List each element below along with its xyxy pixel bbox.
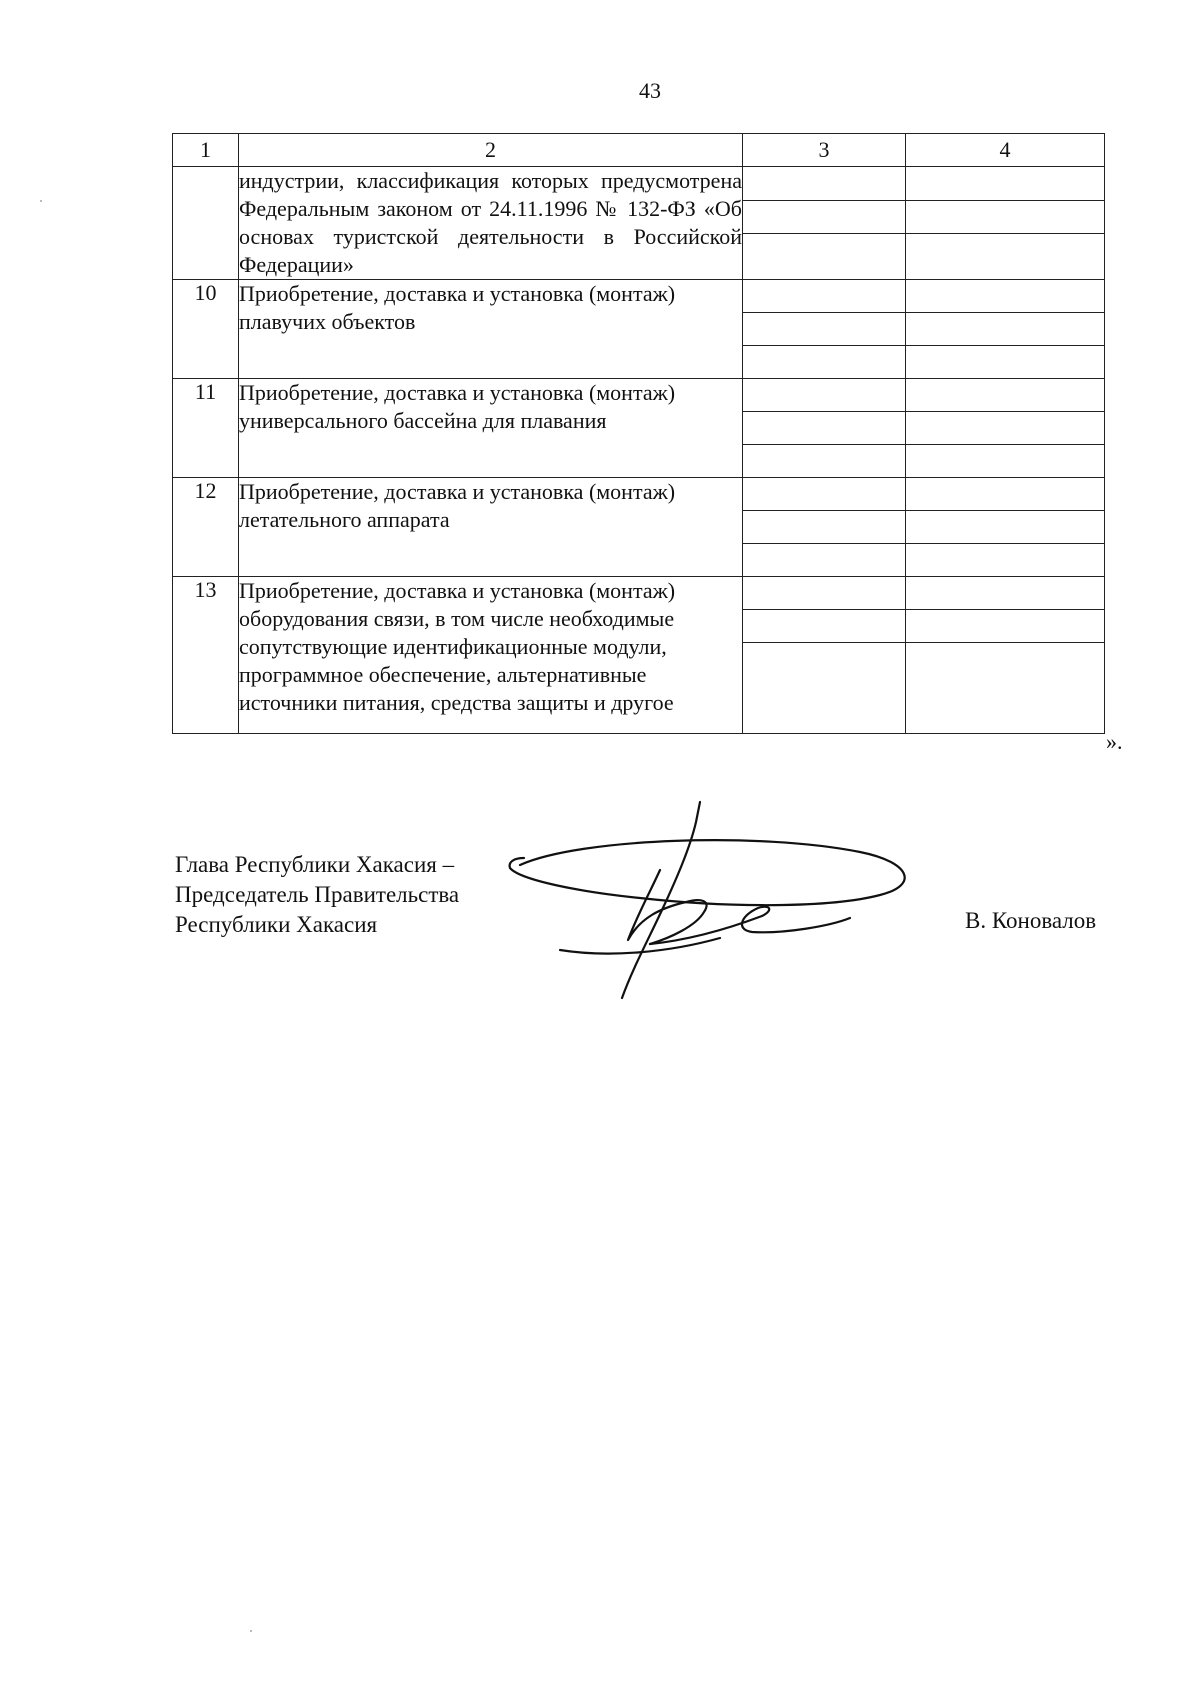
- signatory-title-line: Председатель Правительства: [175, 882, 460, 907]
- empty-cell: [743, 445, 906, 478]
- empty-cell: [743, 478, 906, 511]
- column-header-1: 1: [173, 134, 239, 167]
- column-header-4: 4: [906, 134, 1105, 167]
- row-description: индустрии, классификация которых предусмотрена Федеральным законом от 24.11.1996 № 132-ФЗ «Об основах туристской деятельности в Российской Федерации»: [239, 167, 743, 280]
- row-description: Приобретение, доставка и установка (монтаж) летательного аппарата: [239, 478, 743, 577]
- empty-cell: [906, 643, 1105, 734]
- row-number: [173, 167, 239, 280]
- scan-artifact: [250, 1630, 252, 1632]
- row-number: 12: [173, 478, 239, 577]
- budget-items-table: [172, 133, 1105, 734]
- column-header-3: 3: [743, 134, 906, 167]
- empty-cell: [906, 478, 1105, 511]
- row-number: 13: [173, 577, 239, 734]
- empty-cell: [906, 610, 1105, 643]
- empty-cell: [743, 313, 906, 346]
- table-header-row: [173, 134, 1105, 167]
- closing-quote: ».: [1106, 729, 1123, 754]
- empty-cell: [906, 167, 1105, 201]
- empty-cell: [743, 234, 906, 280]
- signatory-title-line: Глава Республики Хакасия –: [175, 852, 455, 877]
- table-row: [173, 167, 1105, 201]
- empty-cell: [906, 511, 1105, 544]
- row-description: Приобретение, доставка и установка (монтаж) плавучих объектов: [239, 280, 743, 379]
- signatory-title-line: Республики Хакасия: [175, 912, 378, 937]
- empty-cell: [743, 610, 906, 643]
- empty-cell: [906, 544, 1105, 577]
- empty-cell: [743, 167, 906, 201]
- empty-cell: [743, 379, 906, 412]
- row-number: 10: [173, 280, 239, 379]
- empty-cell: [743, 346, 906, 379]
- row-description: Приобретение, доставка и установка (монтаж) универсального бассейна для плавания: [239, 379, 743, 478]
- empty-cell: [743, 200, 906, 234]
- table-row: [173, 577, 1105, 610]
- empty-cell: [906, 234, 1105, 280]
- handwritten-signature: [500, 800, 930, 1000]
- row-description: Приобретение, доставка и установка (монтаж) оборудования связи, в том числе необходимые сопутствующие идентификационные модули, программное обеспечение, альтернативные источники питания, средства защиты и другое: [239, 577, 743, 734]
- empty-cell: [743, 412, 906, 445]
- empty-cell: [906, 313, 1105, 346]
- signer-name: В. Коновалов: [965, 908, 1097, 933]
- empty-cell: [743, 511, 906, 544]
- empty-cell: [906, 412, 1105, 445]
- empty-cell: [743, 643, 906, 734]
- signatory-title: [175, 850, 459, 940]
- empty-cell: [906, 280, 1105, 313]
- empty-cell: [743, 577, 906, 610]
- empty-cell: [906, 445, 1105, 478]
- empty-cell: [906, 379, 1105, 412]
- empty-cell: [743, 544, 906, 577]
- page-number: 43: [639, 78, 661, 103]
- table-header: [173, 134, 1105, 167]
- empty-cell: [906, 346, 1105, 379]
- column-header-2: 2: [239, 134, 743, 167]
- empty-cell: [906, 200, 1105, 234]
- empty-cell: [906, 577, 1105, 610]
- empty-cell: [743, 280, 906, 313]
- row-number: 11: [173, 379, 239, 478]
- table-row: [173, 280, 1105, 313]
- table-row: [173, 379, 1105, 412]
- scan-artifact: [40, 200, 42, 202]
- table-row: [173, 478, 1105, 511]
